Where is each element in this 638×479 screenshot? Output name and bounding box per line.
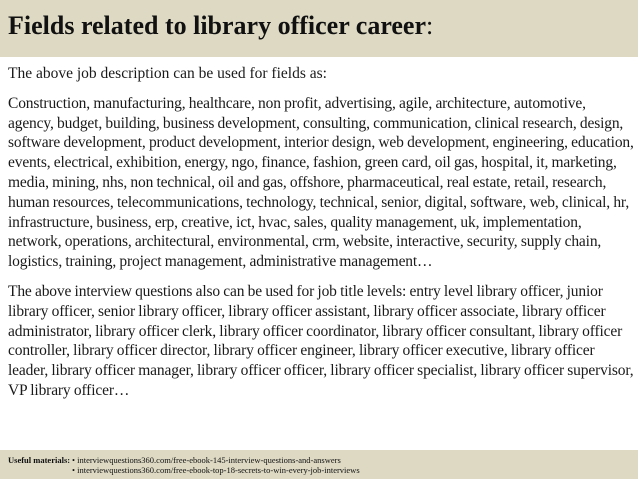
intro-text: The above job description can be used for fields as: — [8, 65, 327, 82]
useful-materials — [8, 456, 638, 475]
useful-materials-label: Useful materials: — [8, 455, 71, 465]
slide-title-colon: : — [426, 11, 434, 40]
footer-link[interactable]: • interviewquestions360.com/free-ebook-top-18-secrets-to-win-every-job-interviews — [72, 464, 360, 475]
footer-link[interactable]: • interviewquestions360.com/free-ebook-145-interview-questions-and-answers — [72, 455, 341, 465]
fields-paragraph: Construction, manufacturing, healthcare, non profit, advertising, agile, architecture, automotive, agency, budget, building, business development, consulting, communication, clinical research, design, software development, product development, interior design, web development, engineering, education, events, electrical, exhibition, energy, ngo, finance, fashion, green card, oil gas, hospital, it, marketing, media, mining, nhs, non technical, oil and gas, offshore, pharmaceutical, real estate, retail, research, human resources, telecommunications, technology, technical, senior, digital, software, web, clinical, hr, infrastructure, business, erp, creative, ict, hvac, sales, quality management, uk, implementation, network, operations, architectural, environmental, crm, website, interactive, security, supply chain, logistics, training, project management, administrative management… — [8, 94, 634, 271]
slide-content — [8, 64, 634, 401]
slide-title — [8, 10, 638, 42]
footer-bar — [0, 450, 638, 479]
slide-title-text: Fields related to library officer career — [8, 11, 427, 40]
job-levels-paragraph: The above interview questions also can be used for job title levels: entry level library officer, junior library officer, senior library officer, library officer assistant, library officer associate, library officer administrator, library officer clerk, library officer coordinator, library officer consultant, library officer controller, library officer director, library officer engineer, library officer executive, library officer leader, library officer manager, library officer officer, library officer specialist, library officer supervisor, VP library officer… — [8, 282, 634, 399]
useful-materials-links — [72, 456, 360, 475]
title-bar — [0, 0, 638, 57]
